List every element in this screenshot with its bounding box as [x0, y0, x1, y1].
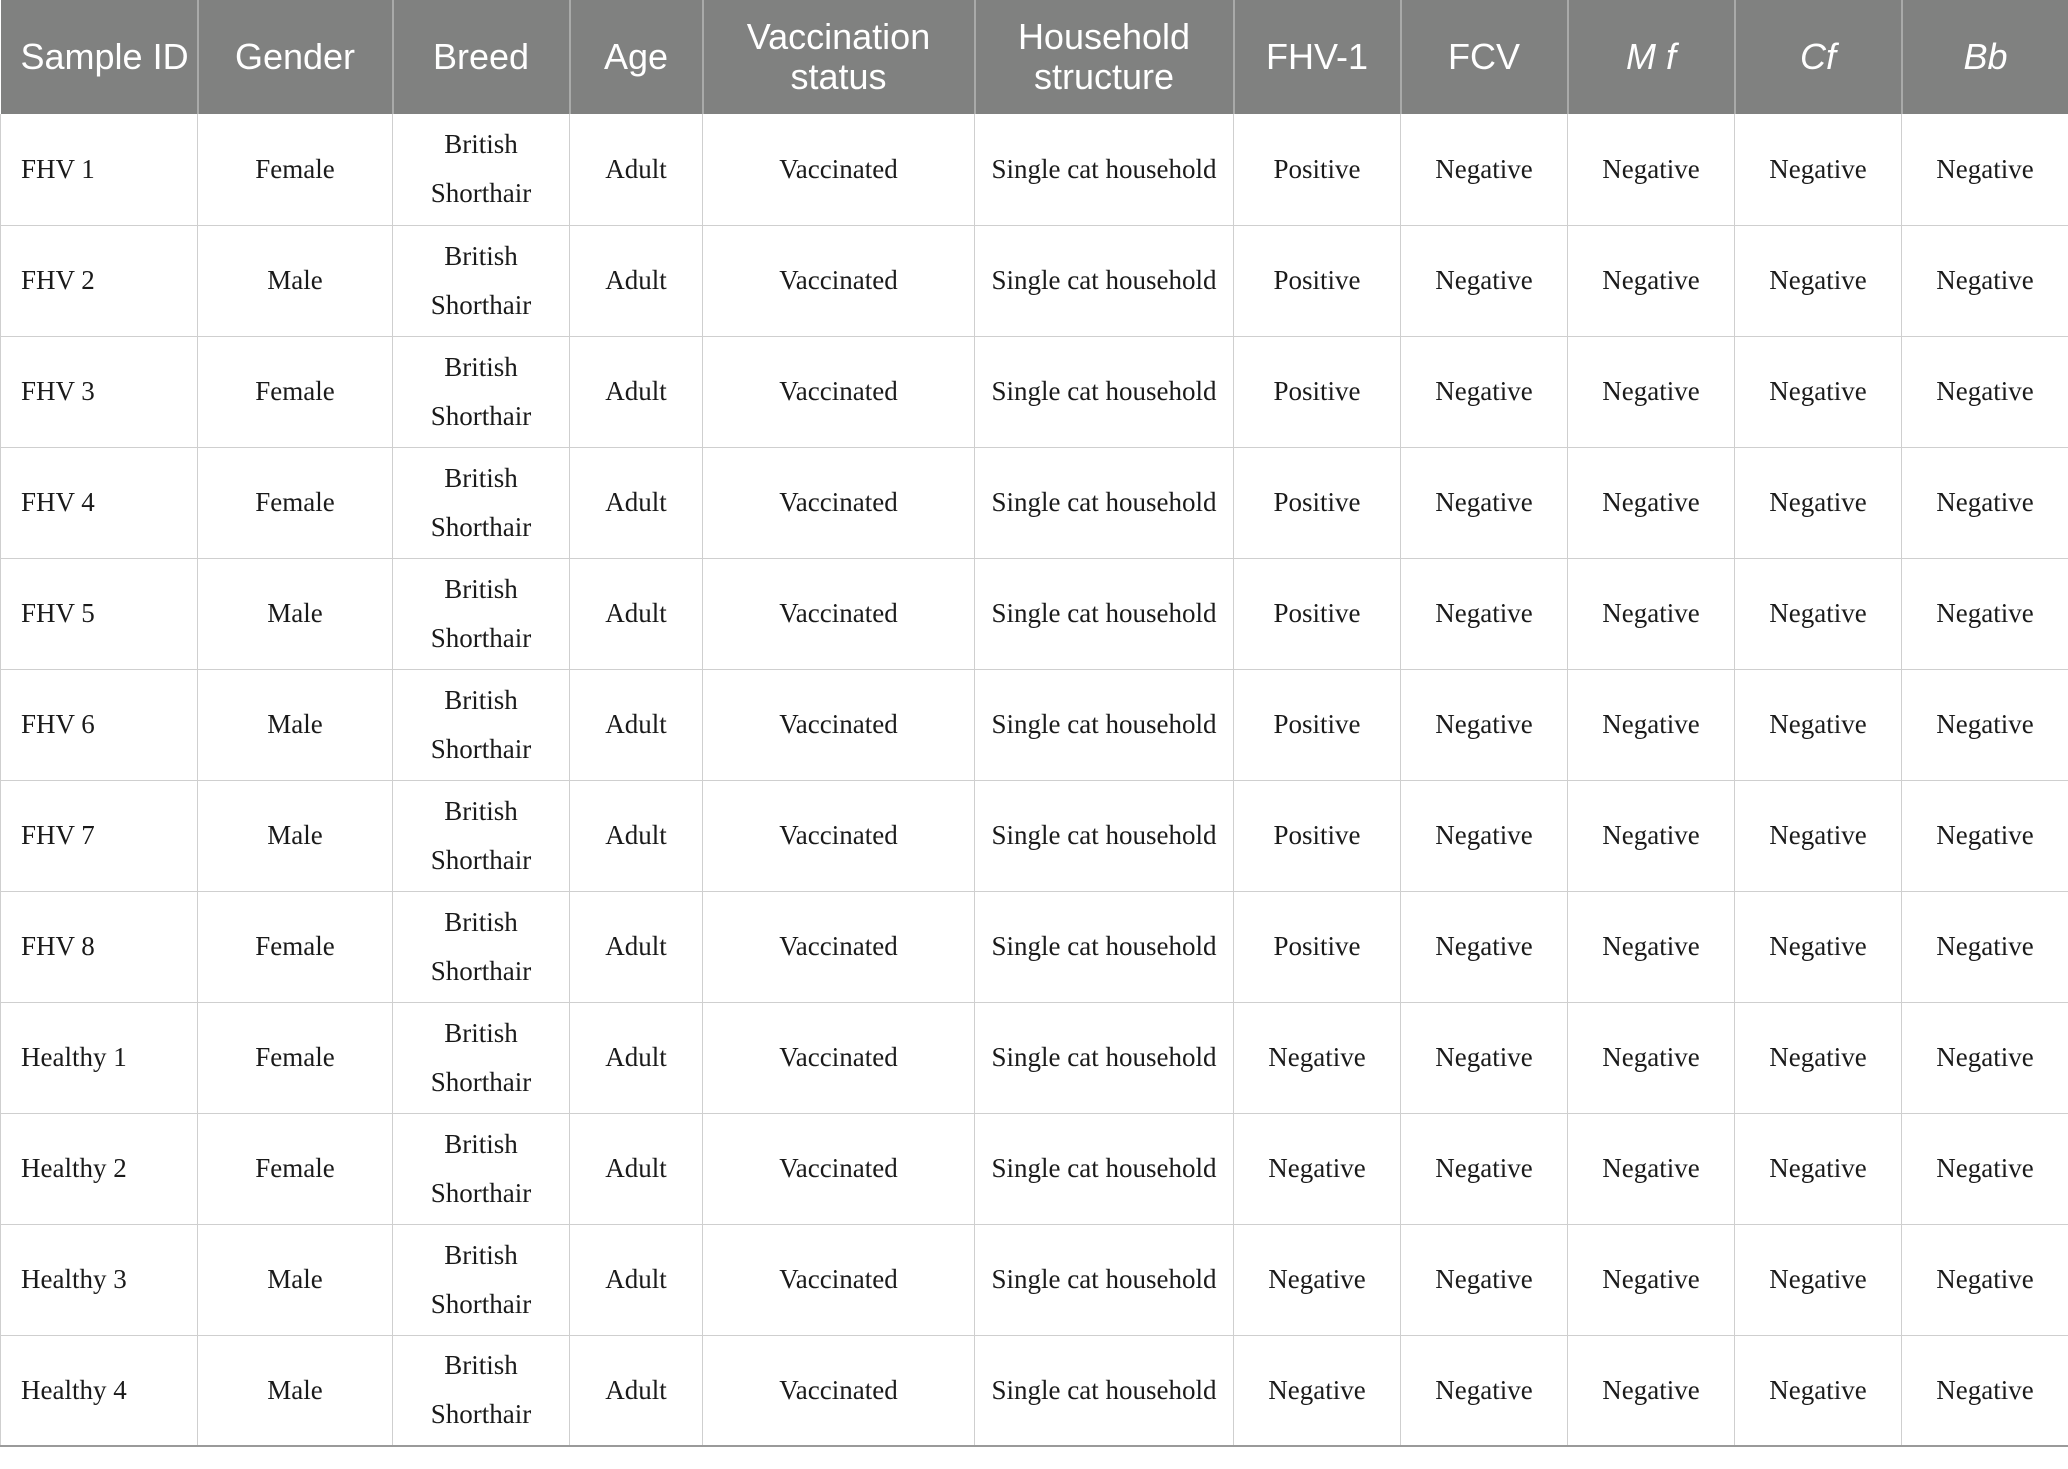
- cell-fhv1-result: Positive: [1234, 114, 1401, 225]
- table-row: [1, 780, 2068, 891]
- cell-mf-result: Negative: [1568, 336, 1735, 447]
- cell-fcv-result: Negative: [1401, 891, 1568, 1002]
- table-row: [1, 1002, 2068, 1113]
- cell-household-structure: Single cat household: [975, 447, 1234, 558]
- header-sample-id: Sample ID: [1, 0, 198, 114]
- cell-gender: Female: [198, 336, 393, 447]
- header-bb: Bb: [1902, 0, 2068, 114]
- cell-mf-result: Negative: [1568, 891, 1735, 1002]
- cell-fcv-result: Negative: [1401, 1335, 1568, 1446]
- cell-breed: British Shorthair: [393, 1335, 570, 1446]
- cell-gender: Male: [198, 558, 393, 669]
- cell-fhv1-result: Positive: [1234, 558, 1401, 669]
- cell-breed: British Shorthair: [393, 1002, 570, 1113]
- cell-cf-result: Negative: [1735, 114, 1902, 225]
- cell-gender: Female: [198, 114, 393, 225]
- cell-age: Adult: [570, 780, 703, 891]
- table-row: [1, 669, 2068, 780]
- cell-vaccination-status: Vaccinated: [703, 114, 975, 225]
- cell-cf-result: Negative: [1735, 1224, 1902, 1335]
- cell-age: Adult: [570, 558, 703, 669]
- cell-age: Adult: [570, 225, 703, 336]
- cell-breed: British Shorthair: [393, 891, 570, 1002]
- cell-breed: British Shorthair: [393, 669, 570, 780]
- header-gender: Gender: [198, 0, 393, 114]
- cell-fcv-result: Negative: [1401, 780, 1568, 891]
- cell-fhv1-result: Positive: [1234, 336, 1401, 447]
- cell-age: Adult: [570, 1113, 703, 1224]
- cell-sample-id: FHV 3: [1, 336, 198, 447]
- cell-gender: Male: [198, 780, 393, 891]
- cell-fcv-result: Negative: [1401, 336, 1568, 447]
- table-header-row: [1, 0, 2068, 114]
- cell-household-structure: Single cat household: [975, 225, 1234, 336]
- cell-age: Adult: [570, 336, 703, 447]
- cell-bb-result: Negative: [1902, 114, 2068, 225]
- cell-sample-id: FHV 1: [1, 114, 198, 225]
- cell-gender: Male: [198, 225, 393, 336]
- cell-fcv-result: Negative: [1401, 225, 1568, 336]
- cell-vaccination-status: Vaccinated: [703, 1224, 975, 1335]
- table-body: [1, 114, 2068, 1446]
- cell-sample-id: FHV 4: [1, 447, 198, 558]
- cell-age: Adult: [570, 1224, 703, 1335]
- table-row: [1, 447, 2068, 558]
- cell-fcv-result: Negative: [1401, 1224, 1568, 1335]
- header-household-structure: Household structure: [975, 0, 1234, 114]
- cell-fhv1-result: Positive: [1234, 447, 1401, 558]
- cell-bb-result: Negative: [1902, 1113, 2068, 1224]
- cell-household-structure: Single cat household: [975, 669, 1234, 780]
- cell-mf-result: Negative: [1568, 114, 1735, 225]
- cell-gender: Male: [198, 669, 393, 780]
- cell-gender: Female: [198, 1002, 393, 1113]
- cell-mf-result: Negative: [1568, 1113, 1735, 1224]
- cell-mf-result: Negative: [1568, 669, 1735, 780]
- cell-household-structure: Single cat household: [975, 114, 1234, 225]
- cell-cf-result: Negative: [1735, 225, 1902, 336]
- cell-sample-id: FHV 5: [1, 558, 198, 669]
- cell-bb-result: Negative: [1902, 780, 2068, 891]
- cell-sample-id: Healthy 4: [1, 1335, 198, 1446]
- header-cf: Cf: [1735, 0, 1902, 114]
- cell-gender: Female: [198, 891, 393, 1002]
- cell-household-structure: Single cat household: [975, 780, 1234, 891]
- cell-mf-result: Negative: [1568, 1335, 1735, 1446]
- cell-cf-result: Negative: [1735, 336, 1902, 447]
- table-row: [1, 225, 2068, 336]
- cell-gender: Male: [198, 1335, 393, 1446]
- cell-fcv-result: Negative: [1401, 669, 1568, 780]
- cell-vaccination-status: Vaccinated: [703, 1335, 975, 1446]
- cell-bb-result: Negative: [1902, 558, 2068, 669]
- cell-mf-result: Negative: [1568, 447, 1735, 558]
- cell-sample-id: FHV 2: [1, 225, 198, 336]
- cell-fcv-result: Negative: [1401, 558, 1568, 669]
- table-row: [1, 1335, 2068, 1446]
- cell-gender: Female: [198, 447, 393, 558]
- cell-fhv1-result: Positive: [1234, 780, 1401, 891]
- table-row: [1, 1113, 2068, 1224]
- header-breed: Breed: [393, 0, 570, 114]
- cell-household-structure: Single cat household: [975, 336, 1234, 447]
- cell-household-structure: Single cat household: [975, 558, 1234, 669]
- cell-fhv1-result: Negative: [1234, 1002, 1401, 1113]
- cell-cf-result: Negative: [1735, 558, 1902, 669]
- cell-fcv-result: Negative: [1401, 1113, 1568, 1224]
- table-row: [1, 891, 2068, 1002]
- cell-gender: Female: [198, 1113, 393, 1224]
- cell-breed: British Shorthair: [393, 225, 570, 336]
- cell-vaccination-status: Vaccinated: [703, 558, 975, 669]
- cell-breed: British Shorthair: [393, 780, 570, 891]
- cell-cf-result: Negative: [1735, 669, 1902, 780]
- cell-fhv1-result: Positive: [1234, 891, 1401, 1002]
- cell-fhv1-result: Positive: [1234, 225, 1401, 336]
- cell-breed: British Shorthair: [393, 336, 570, 447]
- cell-vaccination-status: Vaccinated: [703, 891, 975, 1002]
- cell-age: Adult: [570, 1002, 703, 1113]
- cell-bb-result: Negative: [1902, 336, 2068, 447]
- cell-bb-result: Negative: [1902, 447, 2068, 558]
- cell-mf-result: Negative: [1568, 1002, 1735, 1113]
- cell-mf-result: Negative: [1568, 225, 1735, 336]
- cell-breed: British Shorthair: [393, 558, 570, 669]
- cell-age: Adult: [570, 891, 703, 1002]
- table-row: [1, 558, 2068, 669]
- cell-sample-id: FHV 8: [1, 891, 198, 1002]
- cell-age: Adult: [570, 669, 703, 780]
- cell-breed: British Shorthair: [393, 447, 570, 558]
- cell-bb-result: Negative: [1902, 1224, 2068, 1335]
- header-fcv: FCV: [1401, 0, 1568, 114]
- header-vaccination-status: Vaccination status: [703, 0, 975, 114]
- cell-vaccination-status: Vaccinated: [703, 1002, 975, 1113]
- cell-vaccination-status: Vaccinated: [703, 1113, 975, 1224]
- cell-age: Adult: [570, 447, 703, 558]
- cell-gender: Male: [198, 1224, 393, 1335]
- cell-vaccination-status: Vaccinated: [703, 447, 975, 558]
- cell-mf-result: Negative: [1568, 1224, 1735, 1335]
- cell-household-structure: Single cat household: [975, 1335, 1234, 1446]
- cell-mf-result: Negative: [1568, 780, 1735, 891]
- cell-sample-id: Healthy 3: [1, 1224, 198, 1335]
- cell-cf-result: Negative: [1735, 1335, 1902, 1446]
- cell-household-structure: Single cat household: [975, 891, 1234, 1002]
- cell-household-structure: Single cat household: [975, 1002, 1234, 1113]
- cell-vaccination-status: Vaccinated: [703, 225, 975, 336]
- cell-bb-result: Negative: [1902, 891, 2068, 1002]
- cell-fcv-result: Negative: [1401, 114, 1568, 225]
- cell-fhv1-result: Negative: [1234, 1224, 1401, 1335]
- cell-fcv-result: Negative: [1401, 1002, 1568, 1113]
- cell-household-structure: Single cat household: [975, 1224, 1234, 1335]
- cell-sample-id: Healthy 2: [1, 1113, 198, 1224]
- table-row: [1, 114, 2068, 225]
- cell-fhv1-result: Negative: [1234, 1113, 1401, 1224]
- cell-bb-result: Negative: [1902, 225, 2068, 336]
- cell-vaccination-status: Vaccinated: [703, 780, 975, 891]
- cell-breed: British Shorthair: [393, 1224, 570, 1335]
- cell-breed: British Shorthair: [393, 1113, 570, 1224]
- header-mf: M f: [1568, 0, 1735, 114]
- cell-household-structure: Single cat household: [975, 1113, 1234, 1224]
- cell-fcv-result: Negative: [1401, 447, 1568, 558]
- header-fhv1: FHV-1: [1234, 0, 1401, 114]
- cell-vaccination-status: Vaccinated: [703, 669, 975, 780]
- cell-breed: British Shorthair: [393, 114, 570, 225]
- cell-cf-result: Negative: [1735, 780, 1902, 891]
- cell-sample-id: FHV 6: [1, 669, 198, 780]
- cell-fhv1-result: Positive: [1234, 669, 1401, 780]
- cell-sample-id: FHV 7: [1, 780, 198, 891]
- table-row: [1, 336, 2068, 447]
- header-age: Age: [570, 0, 703, 114]
- cell-cf-result: Negative: [1735, 891, 1902, 1002]
- cell-bb-result: Negative: [1902, 1335, 2068, 1446]
- cell-bb-result: Negative: [1902, 1002, 2068, 1113]
- cell-cf-result: Negative: [1735, 447, 1902, 558]
- cell-bb-result: Negative: [1902, 669, 2068, 780]
- cell-fhv1-result: Negative: [1234, 1335, 1401, 1446]
- cell-cf-result: Negative: [1735, 1113, 1902, 1224]
- cell-age: Adult: [570, 114, 703, 225]
- cell-vaccination-status: Vaccinated: [703, 336, 975, 447]
- table-row: [1, 1224, 2068, 1335]
- cell-mf-result: Negative: [1568, 558, 1735, 669]
- cell-cf-result: Negative: [1735, 1002, 1902, 1113]
- cell-sample-id: Healthy 1: [1, 1002, 198, 1113]
- cell-age: Adult: [570, 1335, 703, 1446]
